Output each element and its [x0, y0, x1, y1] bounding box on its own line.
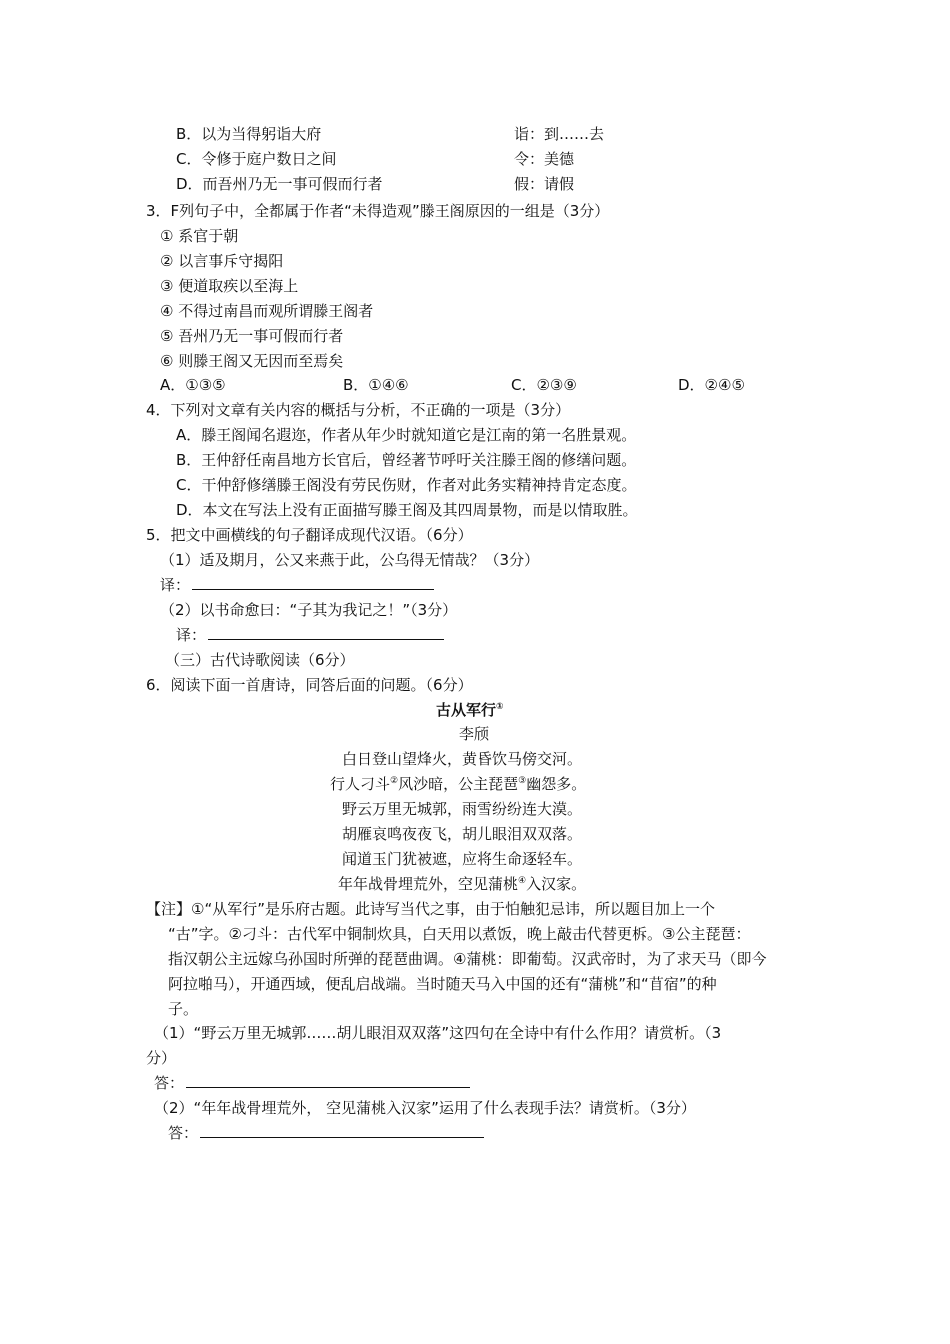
answer-label: 译：	[176, 626, 207, 644]
q5-sub2: （2）以书命愈曰：“子其为我记之！”（3分）	[160, 601, 458, 619]
note-line-2: “古”字。②刁斗：古代军中铜制炊具，白天用以煮饭，晚上敲击代替更柝。③公主琵琶：	[168, 925, 751, 943]
q3-choice-a: A．①③⑤	[160, 376, 226, 394]
q4-option-a: A．滕王阁闻名遐迩，作者从年少时就知道它是江南的第一名胜景观。	[176, 426, 637, 444]
q2-option-b: B．以为当得躬诣大府	[176, 125, 322, 143]
q4-stem: 4．下列对文章有关内容的概括与分析，不正确的一项是（3分）	[146, 401, 571, 419]
poem-text: 幽怨多。	[526, 775, 587, 793]
poem-line-1	[342, 749, 582, 769]
q2-option-c-gloss: 令：美德	[514, 150, 575, 168]
q6-sub2: （2）“年年战骨埋荒外， 空见蒲桃入汉家”运用了什么表现手法？请赏析。（3分）	[154, 1099, 696, 1117]
answer-blank[interactable]	[186, 1073, 470, 1088]
q5-stem: 5．把文中画横线的句子翻译成现代汉语。（6分）	[146, 526, 473, 544]
poem-line-3	[342, 799, 582, 819]
q6-sub1-line1: （1）“野云万里无城郭……胡儿眼泪双双落”这四句在全诗中有什么作用？请赏析。（3	[154, 1024, 722, 1042]
q3-choice-c: C．②③⑨	[511, 376, 577, 394]
poem-title-text: 古从军行	[436, 701, 497, 719]
q5-sub1-answer	[160, 575, 434, 595]
poem-text: 入汉家。	[526, 875, 587, 893]
answer-blank[interactable]	[192, 575, 434, 590]
poem-text: 闻道玉门犹被遮，应将生命逐轻车。	[342, 850, 583, 868]
poem-text: 风沙暗，公主琵琶	[398, 775, 519, 793]
poem-text: 行人刁斗	[330, 775, 391, 793]
q3-stem: 3．F列句子中，全都属于作者“未得造观”滕王阁原因的一组是（3分）	[146, 202, 610, 220]
q6-sub2-answer	[168, 1123, 484, 1143]
poem-author: 李颀	[459, 725, 490, 743]
q3-item-4: ④ 不得过南昌而观所谓滕王阁者	[160, 302, 374, 320]
q3-item-3: ③ 便道取疾以至海上	[160, 277, 299, 295]
poem-text: 野云万里无城郭，雨雪纷纷连大漠。	[342, 800, 583, 818]
q3-item-2: ② 以言事斥守揭阳	[160, 252, 284, 270]
poem-line-6: 年年战骨埋荒外，空见蒲桃④入汉家。	[338, 875, 587, 893]
q5-sub1: （1）适及期月，公又来燕于此，公乌得无情哉？（3分）	[160, 551, 540, 569]
q5-sub2-answer	[176, 625, 444, 645]
q6-stem: 6．阅读下面一首唐诗，同答后面的问题。（6分）	[146, 676, 473, 694]
q3-item-1: ① 系官于朝	[160, 227, 239, 245]
q3-choice-b: B．①④⑥	[343, 376, 409, 394]
q3-item-6: ⑥ 则滕王阁又无因而至焉矣	[160, 352, 344, 370]
q6-sub1-answer	[154, 1073, 470, 1093]
q4-option-b: B．王仲舒任南昌地方长官后，曾经著节呼吁关注滕王阁的修缮问题。	[176, 451, 637, 469]
poem-line-2: 行人刁斗②风沙暗，公主琵琶③幽怨多。	[330, 775, 587, 793]
answer-blank[interactable]	[200, 1123, 484, 1138]
poem-text: 年年战骨埋荒外，空见蒲桃	[338, 875, 519, 893]
q3-item-5: ⑤ 吾州乃无一事可假而行者	[160, 327, 344, 345]
note-line-1: 【注】①“从军行”是乐府古题。此诗写当代之事，由于怕触犯忌讳，所以题目加上一个	[146, 900, 715, 918]
note-line-4: 阿拉啪马），开通西域，便乱启战端。当时随天马入中国的还有“蒲桃”和“苜宿”的种	[168, 975, 717, 993]
q2-option-c: C．令修于庭户数日之间	[176, 150, 337, 168]
section-heading: （三）古代诗歌阅读（6分）	[165, 651, 355, 669]
q2-option-d: D．而吾州乃无一事可假而行者	[176, 175, 383, 193]
poem-text: 白日登山望烽火，黄昏饮马傍交河。	[342, 750, 583, 768]
q6-sub1-line2: 分）	[146, 1049, 177, 1067]
poem-text: 胡雁哀鸣夜夜飞，胡儿眼泪双双落。	[342, 825, 583, 843]
answer-label: 答：	[168, 1124, 199, 1142]
q2-option-b-gloss: 诣：到……去	[514, 125, 605, 143]
q4-option-d: D．本文在写法上没有正面描写滕王阁及其四周景物，而是以情取胜。	[176, 501, 638, 519]
note-line-3: 指汉朝公主远嫁乌孙国时所弹的琵琶曲调。④蒲桃：即葡萄。汉武帝时，为了求天马（即今	[168, 950, 767, 968]
answer-label: 译：	[160, 576, 191, 594]
answer-blank[interactable]	[208, 625, 444, 640]
poem-line-5	[342, 849, 582, 869]
q4-option-c: C．干仲舒修缮滕王阁没有劳民伤财，作者对此务实精神持肯定态度。	[176, 476, 637, 494]
q2-option-d-gloss: 假：请假	[514, 175, 575, 193]
q3-choice-d: D．②④⑤	[678, 376, 745, 394]
note-line-5: 子。	[168, 1000, 199, 1018]
answer-label: 答：	[154, 1074, 185, 1092]
poem-line-4	[342, 824, 582, 844]
poem-title: 古从军行①	[436, 701, 504, 719]
